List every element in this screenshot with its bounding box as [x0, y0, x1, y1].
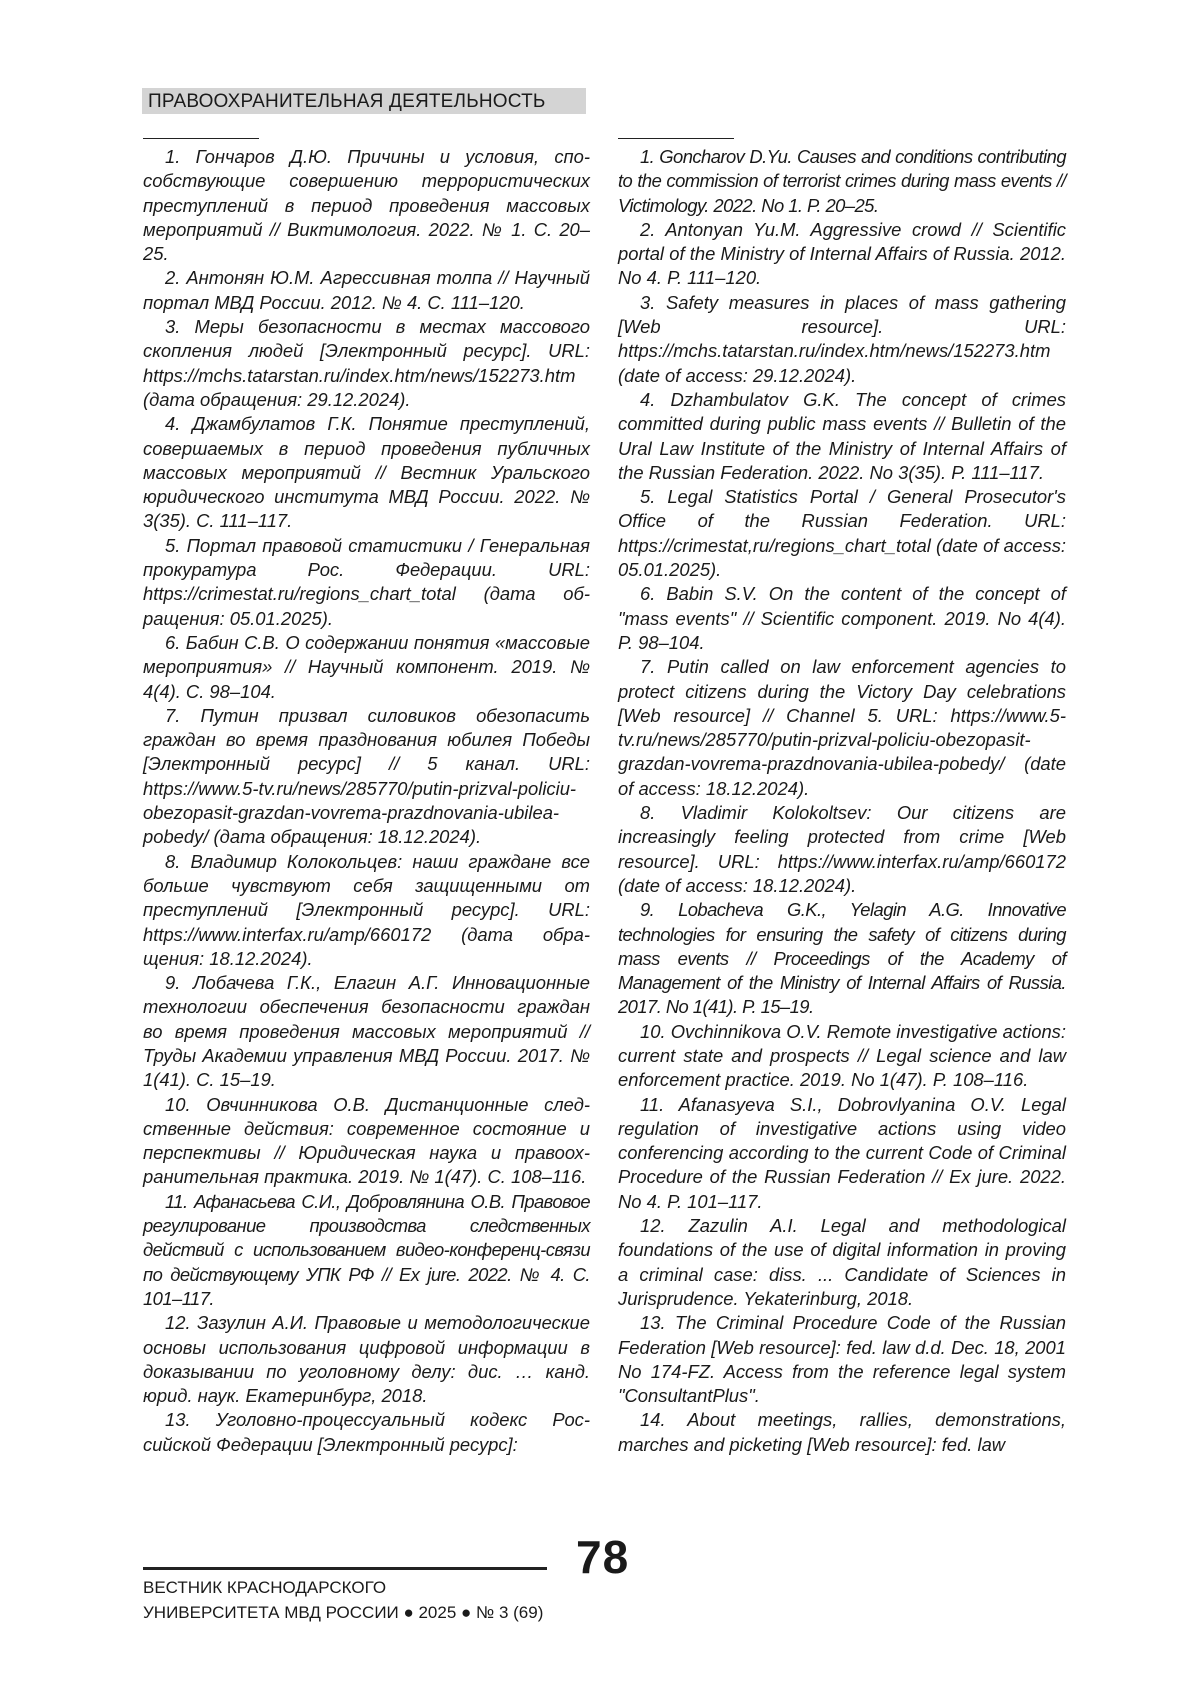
- reference-ru-4: 4. Джамбулатов Г.К. Понятие преступлений, совершаемых в период проведения публичных массовых мероприятий // Вестник Уральского юридического института МВД России. 2022. № 3(35). С. 111–117.: [143, 413, 590, 532]
- reference-ru-3: 3. Меры безопасности в местах массового скопления людей [Электронный ресурс]. URL: https://mchs.tatarstan.ru/index.htm/news/152273.htm (дата обращения: 29.12.2024).: [143, 316, 590, 410]
- reference-ru-7: 7. Путин призвал силовиков обезопасить граждан во время празднования юбилея Победы [Электронный ресурс] // 5 канал. URL: https://www.5-tv.ru/news/285770/putin-prizval-policiu-obezopasit-grazdan-vovrema-prazdnovania-ubilea-pobedy/ (дата обращения: 18.12.2024).: [143, 704, 590, 848]
- reference-ru-1: 1. Гончаров Д.Ю. Причины и условия, способствующие совершению террористических преступлений в период проведения массовых мероприятий // Виктимология. 2022. № 1. С. 20–25.: [143, 146, 590, 265]
- reference-en-12: 12. Zazulin A.I. Legal and methodological foundations of the use of digital information in proving a criminal case: diss. ... Candidate of Sciences in Jurisprudence. Yekaterinburg, 2018.: [618, 1215, 1066, 1309]
- column-rule: [143, 138, 259, 139]
- column-rule: [618, 138, 734, 139]
- references-russian: [143, 138, 590, 1457]
- reference-ru-10: 10. Овчинникова О.В. Дистанционные следственные действия: современное состояние и перспективы // Юридическая наука и правоохранительная практика. 2019. № 1(47). С. 108–116.: [143, 1093, 590, 1188]
- reference-en-3: 3. Safety measures in places of mass gathering [Web resource]. URL: https://mchs.tatarstan.ru/index.htm/news/152273.htm (date of access: 29.12.2024).: [618, 291, 1066, 386]
- references-english: [618, 138, 1066, 1457]
- journal-name-line1: ВЕСТНИК КРАСНОДАРСКОГО: [143, 1578, 387, 1597]
- reference-en-4: 4. Dzhambulatov G.K. The concept of crimes committed during public mass events // Bulletin of the Ural Law Institute of the Ministry of Internal Affairs of the Russian Federation. 2022. No 3(35). P. 111–117.: [618, 388, 1066, 483]
- reference-ru-5: 5. Портал правовой статистики / Генеральная прокуратура Рос. Федерации. URL: https://crimestat.ru/regions_chart_total (дата обращения: 05.01.2025).: [143, 534, 590, 629]
- reference-en-11: 11. Afanasyeva S.I., Dobrovlyanina O.V. Legal regulation of investigative actions using video conferencing according to the current Code of Criminal Procedure of the Russian Federation // Ex jure. 2022. No 4. P. 101–117.: [618, 1093, 1066, 1212]
- reference-ru-6: 6. Бабин С.В. О содержании понятия «массовые мероприятия» // Научный компонент. 2019. № 4(4). С. 98–104.: [143, 631, 590, 702]
- reference-en-2: 2. Antonyan Yu.M. Aggressive crowd // Scientific portal of the Ministry of Internal Affairs of Russia. 2012. No 4. P. 111–120.: [618, 218, 1066, 289]
- reference-en-9: 9. Lobacheva G.K., Yelagin A.G. Innovative technologies for ensuring the safety of citizens during mass events // Proceedings of the Academy of Management of the Ministry of Internal Affairs of Russia. 2017. No 1(41). P. 15–19.: [618, 899, 1066, 1018]
- reference-en-10: 10. Ovchinnikova O.V. Remote investigative actions: current state and prospects // Legal science and law enforcement practice. 2019. No 1(47). P. 108–116.: [618, 1020, 1066, 1091]
- reference-en-7: 7. Putin called on law enforcement agencies to protect citizens during the Victory Day celebrations [Web resource] // Channel 5. URL: https://www.5-tv.ru/news/285770/putin-prizval-policiu-obezopasit-grazdan-vovrema-prazdnovania-ubilea-pobedy/ (date of access: 18.12.2024).: [618, 656, 1066, 799]
- reference-ru-11: 11. Афанасьева С.И., Добровлянина О.В. Правовое регулирование производства следственных действий с использованием видео-конференц-связи по действующему УПК РФ // Ex jure. 2022. № 4. С. 101–117.: [143, 1190, 590, 1309]
- section-title: ПРАВООХРАНИТЕЛЬНАЯ ДЕЯТЕЛЬНОСТЬ: [148, 91, 546, 112]
- reference-ru-12: 12. Зазулин А.И. Правовые и методологические основы использования цифровой информации в доказывании по уголовному делу: дис. … канд. юрид. наук. Екатеринбург, 2018.: [143, 1312, 590, 1407]
- reference-ru-8: 8. Владимир Колокольцев: наши граждане все больше чувствуют себя защищенными от преступлений [Электронный ресурс]. URL: https://www.interfax.ru/amp/660172 (дата обращения: 18.12.2024).: [143, 850, 590, 969]
- journal-name-line2: УНИВЕРСИТЕТА МВД РОССИИ ● 2025 ● № 3 (69): [143, 1603, 544, 1622]
- reference-en-14: 14. About meetings, rallies, demonstrations, marches and picketing [Web resource]: fed. law: [618, 1409, 1066, 1455]
- reference-ru-9: 9. Лобачева Г.К., Елагин А.Г. Инновационные технологии обеспечения безопасности граждан во время проведения массовых мероприятий // Труды Академии управления МВД России. 2017. № 1(41). С. 15–19.: [143, 972, 590, 1091]
- page-number: 78: [576, 1531, 630, 1583]
- reference-ru-2: 2. Антонян Ю.М. Агрессивная толпа // Научный портал МВД России. 2012. № 4. С. 111–120.: [143, 267, 590, 313]
- reference-en-6: 6. Babin S.V. On the content of the concept of "mass events" // Scientific component. 2019. No 4(4). P. 98–104.: [618, 583, 1066, 653]
- footer-rule: [143, 1567, 547, 1570]
- reference-en-8: 8. Vladimir Kolokoltsev: Our citizens are increasingly feeling protected from crime [Web resource]. URL: https://www.interfax.ru/amp/660172 (date of access: 18.12.2024).: [618, 802, 1066, 896]
- reference-en-1: 1. Goncharov D.Yu. Causes and conditions contributing to the commission of terrorist crimes during mass events // Victimology. 2022. No 1. P. 20–25.: [618, 146, 1066, 216]
- reference-en-5: 5. Legal Statistics Portal / General Prosecutor's Office of the Russian Federation. URL: https://crimestat,ru/regions_chart_total (date of access: 05.01.2025).: [618, 486, 1066, 581]
- reference-ru-13: 13. Уголовно-процессуальный кодекс Российской Федерации [Электронный ресурс]:: [143, 1409, 590, 1455]
- reference-en-13: 13. The Criminal Procedure Code of the Russian Federation [Web resource]: fed. law d.d. Dec. 18, 2001 No 174-FZ. Access from the reference legal system "ConsultantPlus".: [618, 1312, 1066, 1407]
